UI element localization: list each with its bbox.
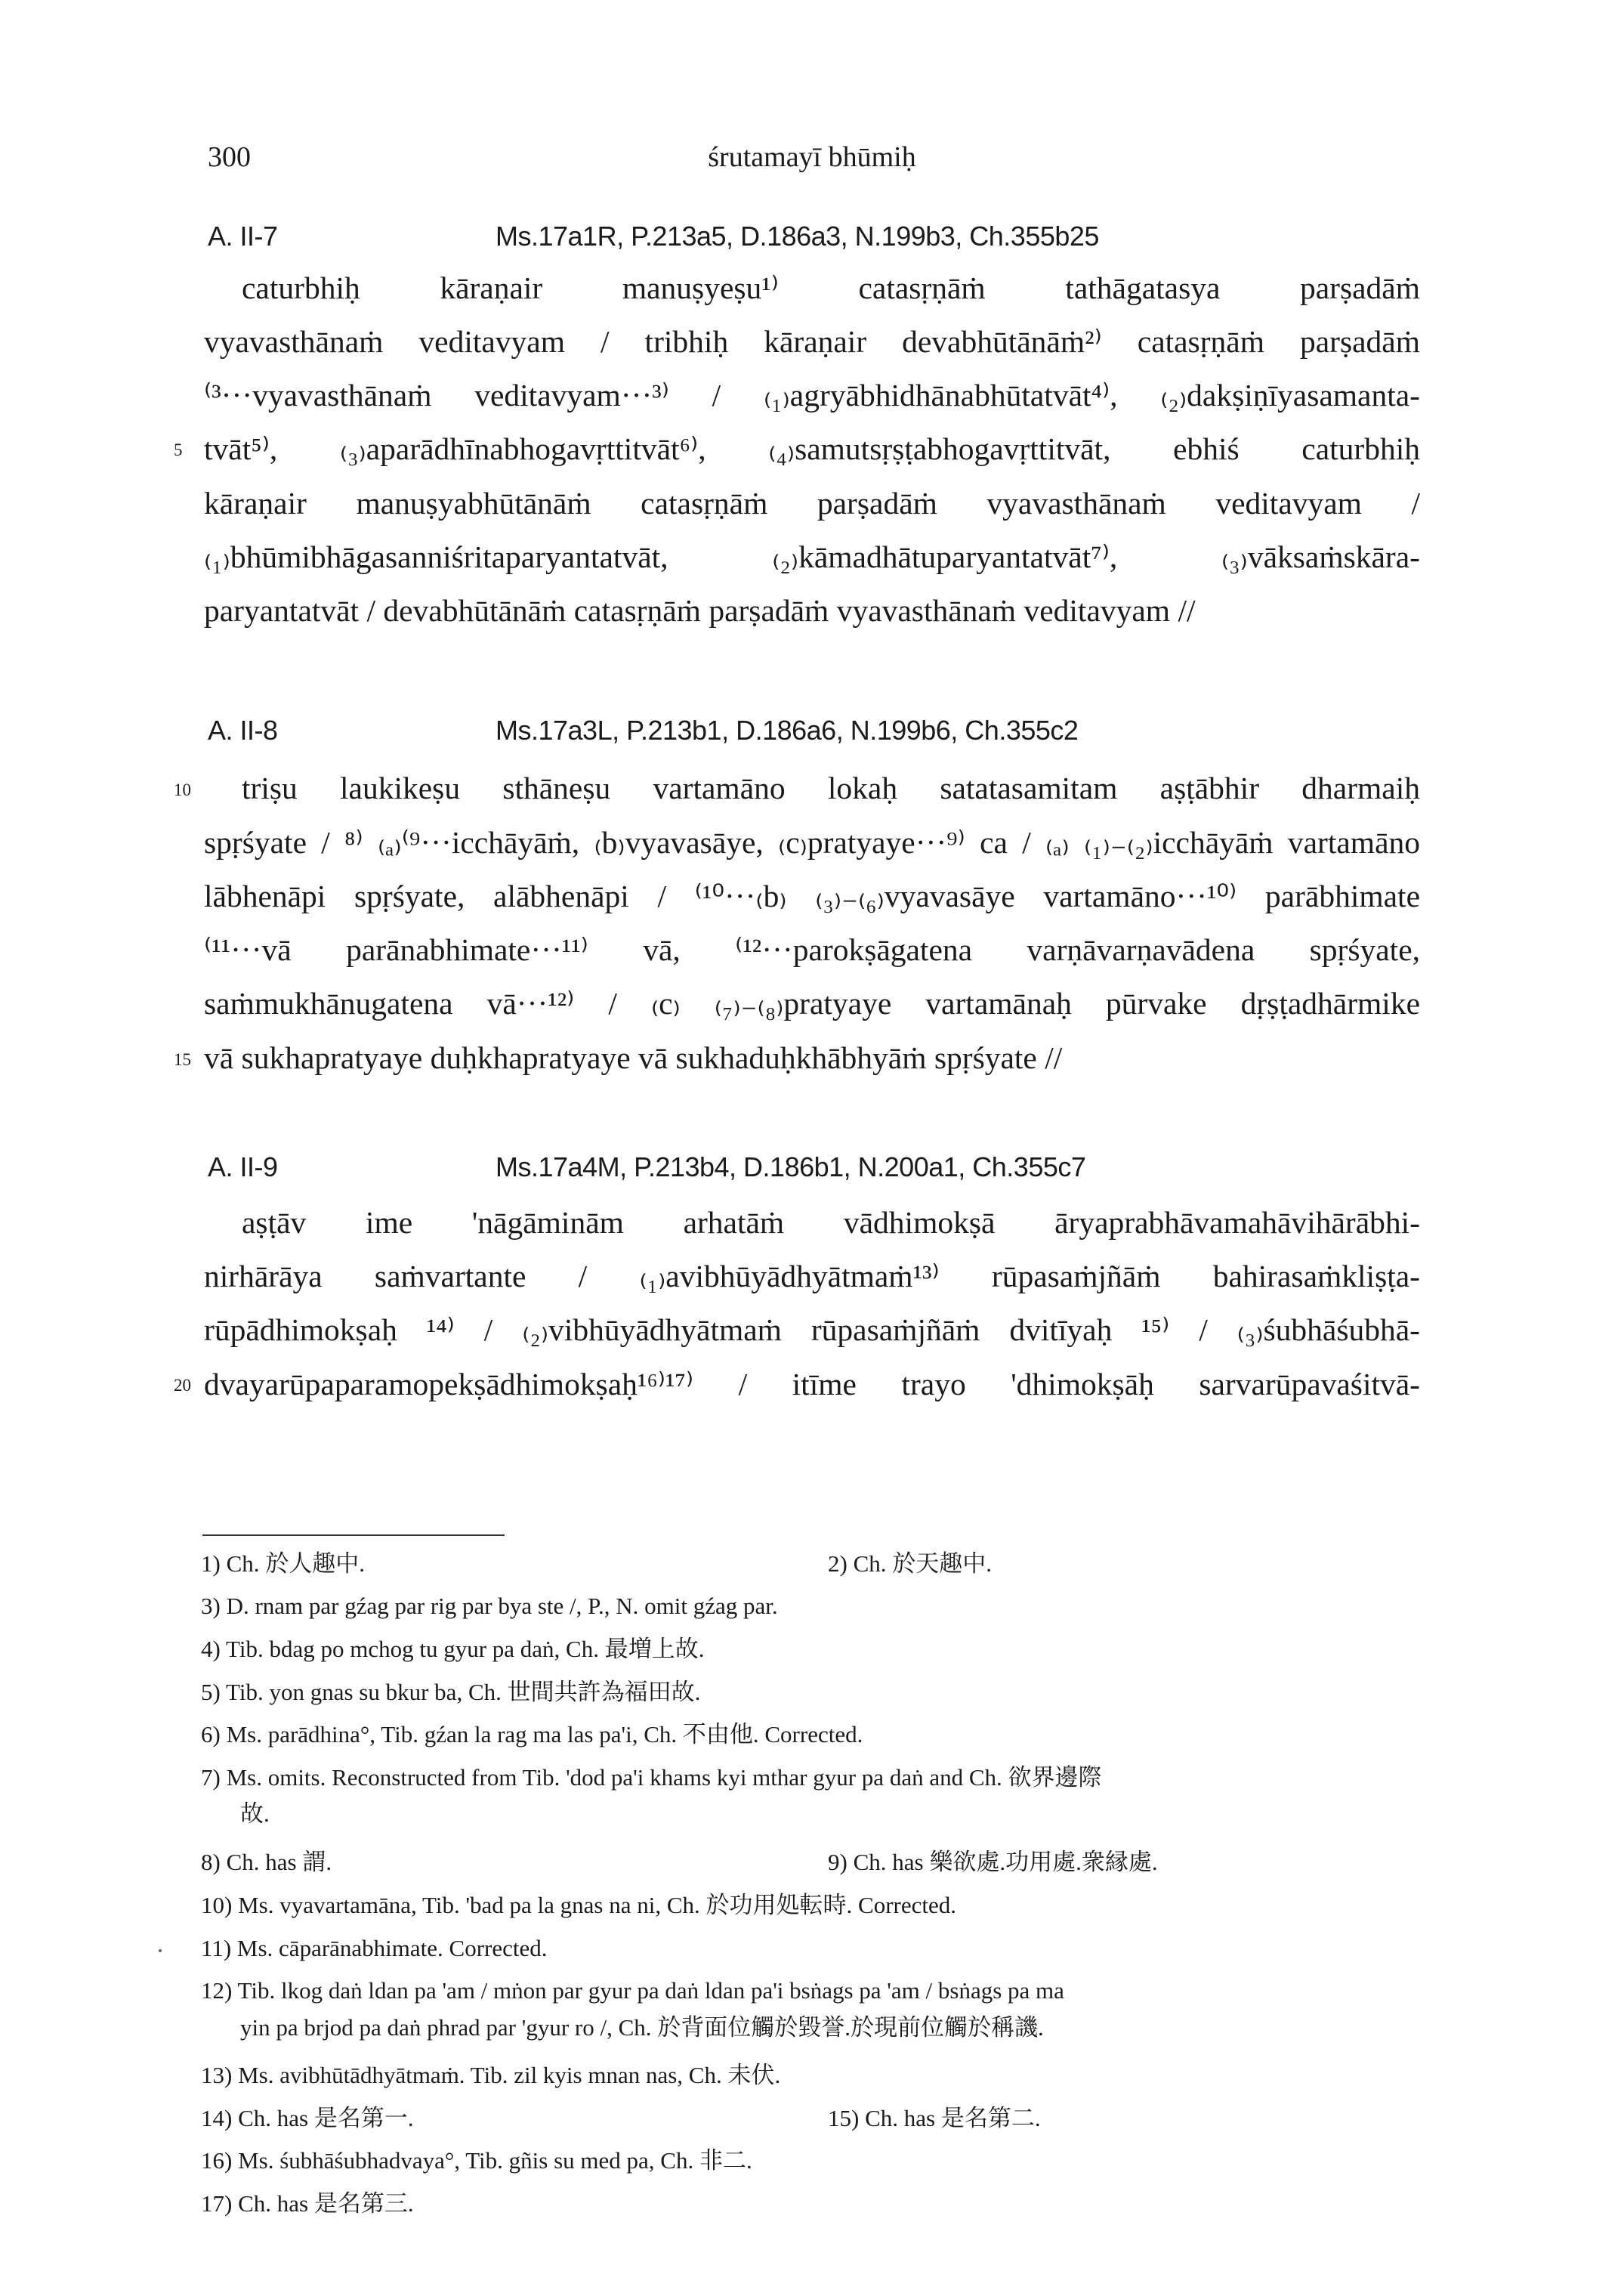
footnote: 1) Ch. 於人趣中. [201, 1550, 365, 1577]
margin-mark [159, 1949, 162, 1952]
running-head: śrutamayī bhūmiḥ [708, 141, 916, 173]
footnote: 10) Ms. vyavartamāna, Tib. 'bad pa la gnas na ni, Ch. 於功用処転時. Corrected. [201, 1892, 957, 1918]
footnote: 17) Ch. has 是名第三. [201, 2190, 414, 2217]
text-line: rūpādhimokṣaḥ ¹⁴⁾ / ₍₂₎vibhūyādhyātmaṁ rūpasaṁjñāṁ dvitīyaḥ ¹⁵⁾ / ₍₃₎śubhāśubhā- [204, 1312, 1420, 1347]
footnote: 12) Tib. lkog daṅ ldan pa 'am / mṅon par gyur pa daṅ ldan pa'i bsṅags pa 'am / bsṅags pa ma [201, 1977, 1064, 2004]
footnote-rule [202, 1534, 505, 1536]
footnote: 15) Ch. has 是名第二. [828, 2105, 1041, 2131]
footnote: 8) Ch. has 謂. [201, 1849, 332, 1875]
section-id: A. II-8 [208, 715, 278, 746]
text-line: lābhenāpi spṛśyate, alābhenāpi / ⁽¹⁰···₍b₎ ₍₃₎₋₍₆₎vyavasāye vartamāno···¹⁰⁾ parābhimate [204, 879, 1420, 913]
footnote: 16) Ms. śubhāśubhadvaya°, Tib. gñis su med pa, Ch. 非二. [201, 2147, 752, 2174]
text-line: dvayarūpaparamopekṣādhimokṣaḥ¹⁶⁾¹⁷⁾ / itīme trayo 'dhimokṣāḥ sarvarūpavaśitvā- [204, 1367, 1420, 1401]
footnote-continuation: yin pa brjod pa daṅ phrad par 'gyur ro /, Ch. 於背面位觸於毀誉.於現前位觸於稱譏. [240, 2014, 1044, 2041]
line-number: 20 [174, 1376, 191, 1395]
section-heading [208, 1151, 1530, 1189]
section-sources: Ms.17a4M, P.213b4, D.186b1, N.200a1, Ch.355c7 [496, 1151, 1086, 1182]
line-number: 5 [174, 440, 183, 459]
footnote: 9) Ch. has 樂欲處.功用處.衆縁處. [828, 1849, 1158, 1875]
text-line: vā sukhapratyaye duḥkhapratyaye vā sukhaduḥkhābhyāṁ spṛśyate // [204, 1040, 1063, 1075]
text-line: saṁmukhānugatena vā···¹²⁾ / ₍c₎ ₍₇₎₋₍₈₎pratyaye vartamānaḥ pūrvake dṛṣṭadhārmike [204, 986, 1420, 1021]
text-line: kāraṇair manuṣyabhūtānāṁ catasṛṇāṁ parṣadāṁ vyavasthānaṁ veditavyam / [204, 486, 1420, 521]
text-line: aṣṭāv ime 'nāgāminām arhatāṁ vādhimokṣā āryaprabhāvamahāvihārābhi- [242, 1205, 1420, 1240]
section-id: A. II-7 [208, 221, 278, 252]
text-line: triṣu laukikeṣu sthāneṣu vartamāno lokaḥ satatasamitam aṣṭābhir dharmaiḥ [242, 771, 1420, 805]
text-line: caturbhiḥ kāraṇair manuṣyeṣu¹⁾ catasṛṇāṁ tathāgatasya parṣadāṁ [242, 270, 1420, 305]
footnote-continuation: 故. [240, 1800, 270, 1827]
footnote: 13) Ms. avibhūtādhyātmaṁ. Tib. zil kyis mnan nas, Ch. 未伏. [201, 2062, 781, 2088]
footnote: 11) Ms. cāparānabhimate. Corrected. [201, 1935, 548, 1961]
footnote: 6) Ms. parādhina°, Tib. gźan la rag ma las pa'i, Ch. 不由他. Corrected. [201, 1721, 863, 1747]
footnote: 3) D. rnam par gźag par rig par bya ste /, P., N. omit gźag par. [201, 1593, 778, 1619]
section-heading [208, 715, 1530, 752]
section-sources: Ms.17a1R, P.213a5, D.186a3, N.199b3, Ch.355b25 [496, 221, 1099, 252]
text-line: ⁽¹¹···vā parānabhimate···¹¹⁾ vā, ⁽¹²···parokṣāgatena varṇāvarṇavādena spṛśyate, [204, 932, 1420, 967]
text-line: paryantatvāt / devabhūtānāṁ catasṛṇāṁ parṣadāṁ vyavasthānaṁ veditavyam // [204, 593, 1196, 628]
section-sources: Ms.17a3L, P.213b1, D.186a6, N.199b6, Ch.355c2 [496, 715, 1079, 746]
line-number: 15 [174, 1050, 191, 1069]
text-line: nirhārāya saṁvartante / ₍₁₎avibhūyādhyātmaṁ¹³⁾ rūpasaṁjñāṁ bahirasaṁkliṣṭa- [204, 1259, 1420, 1293]
text-line: vyavasthānaṁ veditavyam / tribhiḥ kāraṇair devabhūtānāṁ²⁾ catasṛṇāṁ parṣadāṁ [204, 324, 1420, 359]
footnote: 2) Ch. 於天趣中. [828, 1550, 992, 1577]
text-line: ₍₁₎bhūmibhāgasanniśritaparyantatvāt, ₍₂₎kāmadhātuparyantatvāt⁷⁾, ₍₃₎vāksaṁskāra- [204, 539, 1420, 574]
text-line: spṛśyate / ⁸⁾ ₍ₐ₎⁽⁹···icchāyāṁ, ₍b₎vyavasāye, ₍c₎pratyaye···⁹⁾ ca / ₍ₐ₎ ₍₁₎₋₍₂₎icchāyāṁ vartamāno [204, 825, 1420, 860]
footnote: 14) Ch. has 是名第一. [201, 2105, 414, 2131]
text-line: tvāt⁵⁾, ₍₃₎aparādhīnabhogavṛttitvāt⁶⁾, ₍₄₎samutsṛṣṭabhogavṛttitvāt, ebhiś caturbhiḥ [204, 431, 1420, 466]
footnote: 7) Ms. omits. Reconstructed from Tib. 'dod pa'i khams kyi mthar gyur pa daṅ and Ch. 欲界邊際 [201, 1764, 1102, 1791]
section-id: A. II-9 [208, 1151, 278, 1182]
page-number: 300 [208, 141, 251, 173]
section-heading [208, 221, 1530, 258]
text-line: ⁽³···vyavasthānaṁ veditavyam···³⁾ / ₍₁₎agryābhidhānabhūtatvāt⁴⁾, ₍₂₎dakṣiṇīyasamanta- [204, 378, 1420, 413]
line-number: 10 [174, 780, 191, 799]
footnote: 5) Tib. yon gnas su bkur ba, Ch. 世間共許為福田故. [201, 1679, 701, 1705]
footnote: 4) Tib. bdag po mchog tu gyur pa daṅ, Ch. 最増上故. [201, 1636, 705, 1662]
